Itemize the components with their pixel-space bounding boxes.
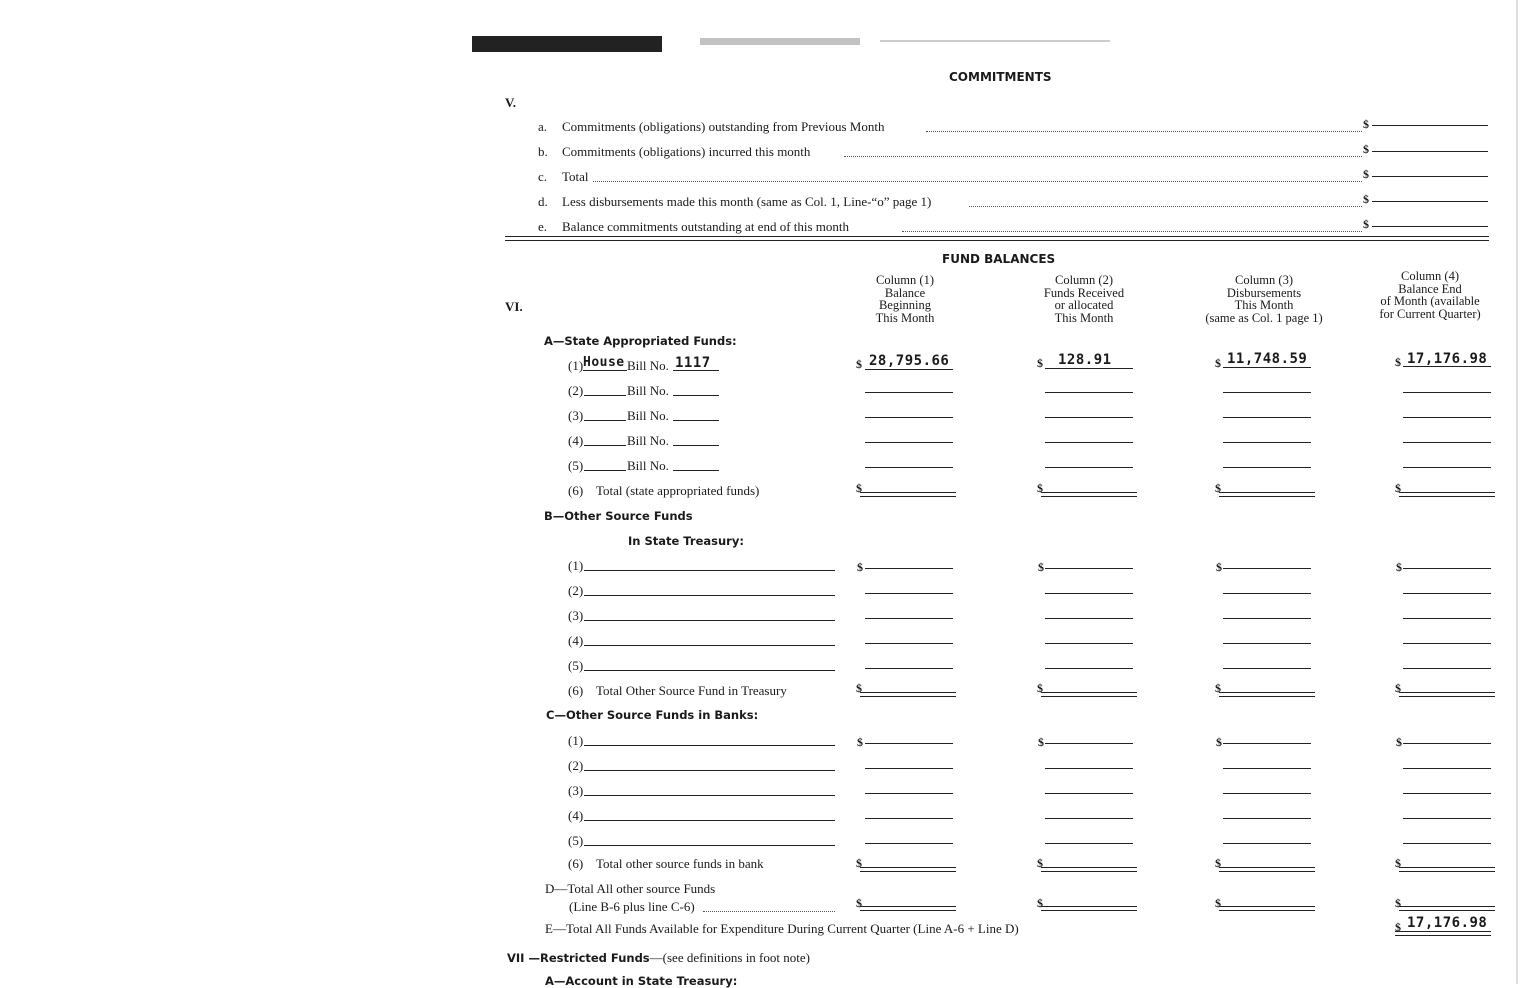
bank-funds-name-field[interactable] <box>584 795 835 796</box>
bank-funds-col4-field[interactable] <box>1403 818 1491 819</box>
state-funds-col2-field[interactable] <box>1045 442 1133 443</box>
treasury-funds-name-field[interactable] <box>584 570 835 571</box>
column-4-header: Column (4) Balance End of Month (available for Current Quarter) <box>1379 269 1481 321</box>
currency-symbol: $ <box>1395 681 1401 695</box>
currency-symbol: $ <box>856 681 862 695</box>
bank-funds-name-field[interactable] <box>584 820 835 821</box>
bank-funds-col1-field[interactable] <box>865 818 953 819</box>
currency-symbol: $ <box>1395 856 1401 870</box>
all-other-total-col4-field[interactable] <box>1399 906 1495 911</box>
currency-symbol: $ <box>1037 681 1043 695</box>
treasury-funds-name-field[interactable] <box>584 670 835 671</box>
total-available-underline <box>1395 931 1491 936</box>
section-vii-sub: A—Account in State Treasury: <box>545 974 738 988</box>
treasury-funds-col3-field[interactable] <box>1223 668 1311 669</box>
bank-funds-total-col3-field[interactable] <box>1219 867 1315 872</box>
commitment-amount-field[interactable] <box>1372 125 1488 126</box>
section-d-line2: (Line B-6 plus line C-6) <box>569 899 695 914</box>
col2-received-value[interactable]: 128.91 <box>1058 352 1112 368</box>
bank-funds-col1-field[interactable] <box>865 768 953 769</box>
bank-funds-total-col1-field[interactable] <box>860 867 956 872</box>
col1-balance-value[interactable]: 28,795.66 <box>869 353 950 369</box>
col4-balance-end-value[interactable]: 17,176.98 <box>1407 351 1488 367</box>
currency-symbol: $ <box>1037 481 1043 495</box>
state-total-col4-field[interactable] <box>1399 492 1495 497</box>
treasury-funds-col2-field[interactable] <box>1045 668 1133 669</box>
treasury-funds-name-field[interactable] <box>584 620 835 621</box>
section-vii-heading: VII —Restricted Funds—(see definitions in foot note) <box>507 950 810 965</box>
all-other-total-col1-field[interactable] <box>860 906 956 911</box>
bank-funds-col3-field[interactable] <box>1223 818 1311 819</box>
currency-symbol: $ <box>1215 896 1221 910</box>
currency-symbol: $ <box>1395 896 1401 910</box>
state-total-col1-field[interactable] <box>860 492 956 497</box>
state-funds-col3-field[interactable] <box>1223 442 1311 443</box>
commitment-label: Balance commitments outstanding at end of this month <box>562 219 850 234</box>
section-divider <box>505 236 1489 241</box>
state-total-col2-field[interactable] <box>1041 492 1137 497</box>
treasury-funds-col4-field[interactable] <box>1403 668 1491 669</box>
bill-number-field[interactable] <box>673 420 719 421</box>
bank-funds-col1-field[interactable] <box>865 743 953 744</box>
bank-funds-name-field[interactable] <box>584 845 835 846</box>
treasury-funds-col4-field[interactable] <box>1403 568 1491 569</box>
state-funds-col2-field[interactable] <box>1045 392 1133 393</box>
treasury-funds-col3-field[interactable] <box>1223 643 1311 644</box>
treasury-funds-name-field[interactable] <box>584 645 835 646</box>
currency-symbol: $ <box>1396 735 1402 749</box>
section-c-heading: C—Other Source Funds in Banks: <box>546 708 759 722</box>
bill-number-field[interactable] <box>673 395 719 396</box>
treasury-funds-col4-field[interactable] <box>1403 593 1491 594</box>
state-funds-col1-field[interactable] <box>865 417 953 418</box>
currency-symbol: $ <box>1215 681 1221 695</box>
chamber-field[interactable] <box>584 420 626 421</box>
treasury-funds-col2-field[interactable] <box>1045 643 1133 644</box>
bank-funds-col2-field[interactable] <box>1045 793 1133 794</box>
commitment-label: Total <box>562 169 589 184</box>
currency-symbol: $ <box>856 481 862 495</box>
treasury-funds-col1-field[interactable] <box>865 668 953 669</box>
total-available-value[interactable]: 17,176.98 <box>1407 915 1488 931</box>
treasury-funds-total-col3-field[interactable] <box>1219 692 1315 697</box>
currency-symbol: $ <box>857 735 863 749</box>
bank-funds-col3-field[interactable] <box>1223 843 1311 844</box>
treasury-funds-total-col1-field[interactable] <box>860 692 956 697</box>
chamber-field[interactable] <box>584 395 626 396</box>
treasury-funds-col1-field[interactable] <box>865 643 953 644</box>
treasury-funds-col1-field[interactable] <box>865 618 953 619</box>
treasury-funds-col4-field[interactable] <box>1403 643 1491 644</box>
section-v-label: V. <box>505 95 516 110</box>
state-funds-col3-field[interactable] <box>1223 467 1311 468</box>
state-funds-col4-field[interactable] <box>1403 392 1491 393</box>
currency-symbol: $ <box>856 896 862 910</box>
section-vi-label: VI. <box>505 299 523 314</box>
treasury-funds-total-col2-field[interactable] <box>1041 692 1137 697</box>
bill-number-field[interactable] <box>673 445 719 446</box>
bank-funds-col1-field[interactable] <box>865 793 953 794</box>
state-funds-col3-field[interactable] <box>1223 417 1311 418</box>
bank-funds-name-field[interactable] <box>584 745 835 746</box>
section-a-heading: A—State Appropriated Funds: <box>544 334 737 348</box>
bank-funds-col3-field[interactable] <box>1223 768 1311 769</box>
chamber-field[interactable] <box>584 445 626 446</box>
column-1-header: Column (1) Balance Beginning This Month <box>875 273 935 325</box>
col3-disbursements-value[interactable]: 11,748.59 <box>1227 351 1308 367</box>
commitments-title: COMMITMENTS <box>949 70 1052 84</box>
bank-funds-col2-field[interactable] <box>1045 843 1133 844</box>
commitment-label: Less disbursements made this month (same as Col. 1, Line-“o” page 1) <box>562 194 932 209</box>
currency-symbol: $ <box>1038 560 1044 574</box>
bank-funds-total-col4-field[interactable] <box>1399 867 1495 872</box>
all-other-total-col2-field[interactable] <box>1041 906 1137 911</box>
state-funds-col1-field[interactable] <box>865 392 953 393</box>
state-funds-col1-field[interactable] <box>865 467 953 468</box>
state-funds-col4-field[interactable] <box>1403 467 1491 468</box>
commitment-amount-field[interactable] <box>1372 226 1488 227</box>
bank-funds-col4-field[interactable] <box>1403 743 1491 744</box>
currency-symbol: $ <box>1038 735 1044 749</box>
currency-symbol: $ <box>1037 856 1043 870</box>
bank-funds-col3-field[interactable] <box>1223 793 1311 794</box>
bank-funds-name-field[interactable] <box>584 770 835 771</box>
treasury-funds-col1-field[interactable] <box>865 593 953 594</box>
redacted-header-block <box>472 36 662 52</box>
commitment-amount-field[interactable] <box>1372 201 1488 202</box>
column-3-header: Column (3) Disbursements This Month (same as Col. 1 page 1) <box>1205 273 1323 325</box>
currency-symbol: $ <box>1395 481 1401 495</box>
commitment-amount-field[interactable] <box>1372 176 1488 177</box>
commitment-label: Commitments (obligations) outstanding from Previous Month <box>562 119 885 134</box>
section-d-line1: D—Total All other source Funds <box>545 881 716 896</box>
treasury-funds-col2-field[interactable] <box>1045 618 1133 619</box>
section-e-label: E—Total All Funds Available for Expenditure During Current Quarter (Line A-6 + Line D) <box>545 921 1019 936</box>
state-total-col3-field[interactable] <box>1219 492 1315 497</box>
currency-symbol: $ <box>1037 896 1043 910</box>
bank-funds-col2-field[interactable] <box>1045 768 1133 769</box>
all-other-total-col3-field[interactable] <box>1219 906 1315 911</box>
treasury-funds-col3-field[interactable] <box>1223 568 1311 569</box>
bill-number-field[interactable] <box>673 470 719 471</box>
currency-symbol: $ <box>1215 481 1221 495</box>
bank-funds-col4-field[interactable] <box>1403 793 1491 794</box>
state-funds-col3-field[interactable] <box>1223 392 1311 393</box>
currency-symbol: $ <box>857 560 863 574</box>
bank-funds-col2-field[interactable] <box>1045 818 1133 819</box>
currency-symbol: $ <box>1216 560 1222 574</box>
scan-edge <box>1516 0 1518 984</box>
bank-funds-total-col2-field[interactable] <box>1041 867 1137 872</box>
faint-header-marks <box>880 40 1110 42</box>
state-funds-col2-field[interactable] <box>1045 417 1133 418</box>
state-funds-col4-field[interactable] <box>1403 417 1491 418</box>
currency-symbol: $ <box>1396 560 1402 574</box>
chamber-value[interactable]: House <box>583 355 625 370</box>
state-funds-col1-field[interactable] <box>865 442 953 443</box>
treasury-funds-col1-field[interactable] <box>865 568 953 569</box>
treasury-funds-col4-field[interactable] <box>1403 618 1491 619</box>
bank-funds-col3-field[interactable] <box>1223 743 1311 744</box>
bank-funds-col1-field[interactable] <box>865 843 953 844</box>
bill-number-value[interactable]: 1117 <box>675 355 711 371</box>
currency-symbol: $ <box>1216 735 1222 749</box>
redacted-header-smudge <box>700 38 860 45</box>
currency-symbol: $ <box>1215 856 1221 870</box>
commitment-label: Commitments (obligations) incurred this month <box>562 144 811 159</box>
commitment-amount-field[interactable] <box>1372 151 1488 152</box>
state-funds-col4-field[interactable] <box>1403 442 1491 443</box>
currency-symbol: $ <box>856 856 862 870</box>
treasury-funds-col2-field[interactable] <box>1045 568 1133 569</box>
chamber-field[interactable] <box>584 470 626 471</box>
state-funds-col2-field[interactable] <box>1045 467 1133 468</box>
bank-funds-col4-field[interactable] <box>1403 843 1491 844</box>
treasury-funds-total-col4-field[interactable] <box>1399 692 1495 697</box>
treasury-funds-col3-field[interactable] <box>1223 593 1311 594</box>
bank-funds-col2-field[interactable] <box>1045 743 1133 744</box>
treasury-funds-col2-field[interactable] <box>1045 593 1133 594</box>
section-b-heading: B—Other Source Funds <box>544 509 693 523</box>
section-b-subheading: In State Treasury: <box>628 534 744 548</box>
treasury-funds-col3-field[interactable] <box>1223 618 1311 619</box>
treasury-funds-name-field[interactable] <box>584 595 835 596</box>
column-2-header: Column (2) Funds Received or allocated This Month <box>1043 273 1125 325</box>
bank-funds-col4-field[interactable] <box>1403 768 1491 769</box>
fund-balances-title: FUND BALANCES <box>942 252 1056 266</box>
